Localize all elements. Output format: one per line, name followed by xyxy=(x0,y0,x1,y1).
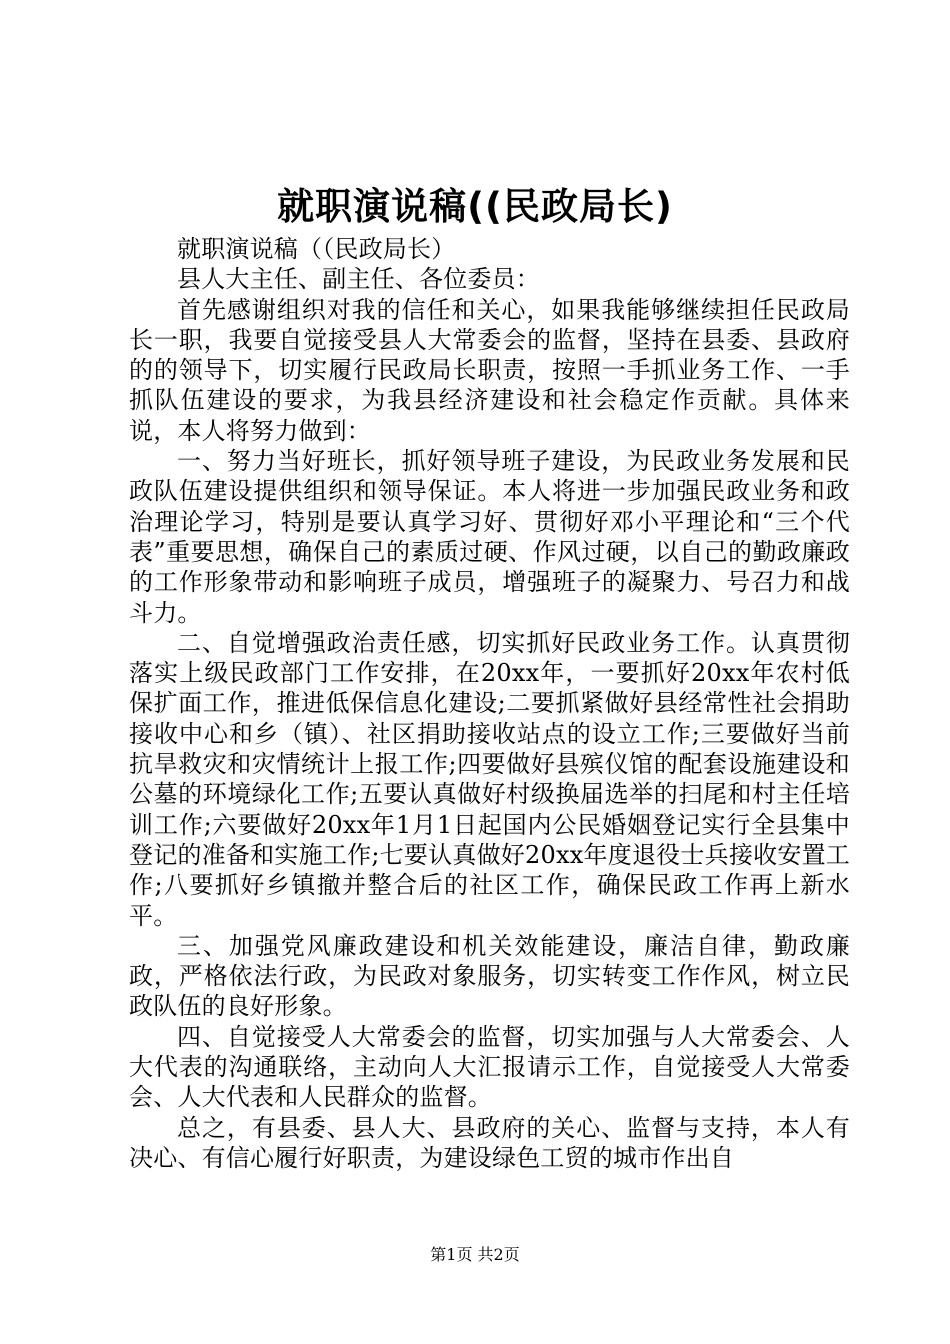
paragraph-point-2: 二、自觉增强政治责任感，切实抓好民政业务工作。认真贯彻落实上级民政部门工作安排，在20xx年，一要抓好20xx年农村低保扩面工作，推进低保信息化建设;二要抓紧做好县经常性社会捐助接收中心和乡（镇）、社区捐助接收站点的设立工作;三要做好当前抗旱救灾和灾情统计上报工作;四要做好县殡仪馆的配套设施建设和公墓的环境绿化工作;五要认真做好村级换届选举的扫尾和村主任培训工作;六要做好20xx年1月1日起国内公民婚姻登记实行全县集中登记的准备和实施工作;七要认真做好20xx年度退役士兵接收安置工作;八要抓好乡镇撤并整合后的社区工作，确保民政工作再上新水平。 xyxy=(129,628,850,930)
document-body xyxy=(129,234,850,1173)
document-title: 就职演说稿((民政局长) xyxy=(277,185,673,228)
paragraph-subtitle: 就职演说稿（（民政局长） xyxy=(177,235,456,263)
paragraph-point-4: 四、自觉接受人大常委会的监督，切实加强与人大常委会、人大代表的沟通联络，主动向人大汇报请示工作，自觉接受人大常委会、人大代表和人民群众的监督。 xyxy=(129,1022,850,1112)
paragraph-salutation: 县人大主任、副主任、各位委员： xyxy=(177,265,540,294)
paragraph-point-1: 一、努力当好班长，抓好领导班子建设，为民政业务发展和民政队伍建设提供组织和领导保证。本人将进一步加强民政业务和政治理论学习，特别是要认真学习好、贯彻好邓小平理论和“三个代表”重要思想，确保自己的素质过硬、作风过硬，以自己的勤政廉政的工作形象带动和影响班子成员，增强班子的凝聚力、号召力和战斗力。 xyxy=(129,447,850,627)
paragraph-intro: 首先感谢组织对我的信任和关心，如果我能够继续担任民政局长一职，我要自觉接受县人大常委会的监督，坚持在县委、县政府的的领导下，切实履行民政局长职责，按照一手抓业务工作、一手抓队伍建设的要求，为我县经济建设和社会稳定作贡献。具体来说，本人将努力做到： xyxy=(129,295,850,445)
paragraph-point-3: 三、加强党风廉政建设和机关效能建设，廉洁自律，勤政廉政，严格依法行政，为民政对象服务，切实转变工作作风，树立民政队伍的良好形象。 xyxy=(129,931,850,1021)
paragraph-conclusion: 总之，有县委、县人大、县政府的关心、监督与支持，本人有决心、有信心履行好职责，为建设绿色工贸的城市作出自 xyxy=(129,1113,850,1172)
page-footer: 第1页 共2页 xyxy=(430,1245,520,1264)
